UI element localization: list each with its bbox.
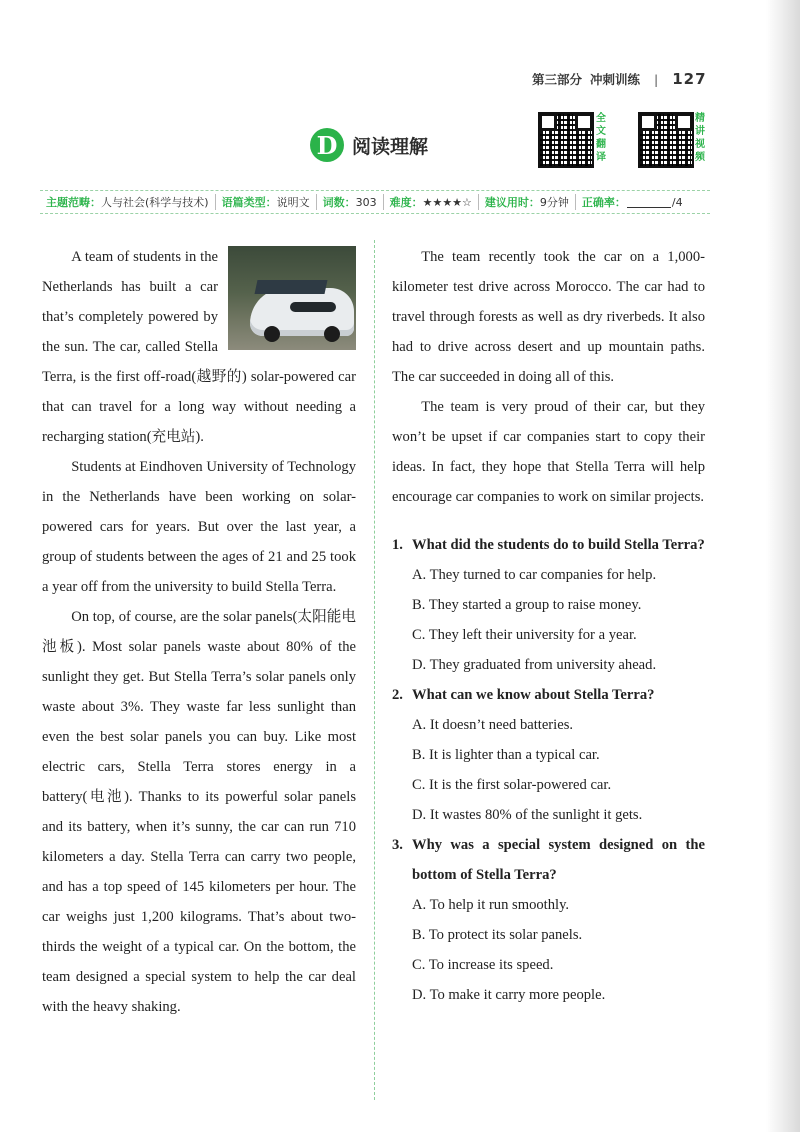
passage-paragraph: The team is very proud of their car, but they won’t be upset if car companies start to copy their ideas. In fact, they hope that Stella Terra will help encourage car companies to work on similar projects.: [392, 399, 705, 505]
info-words-value: 303: [355, 195, 377, 209]
info-genre-key: 语篇类型：: [221, 196, 277, 209]
passage-paragraph: Students at Eindhoven University of Technology in the Netherlands have been working on solar-powered cars for years. But over the last year, a group of students between the ages of 21 and 25 took a year off from the university to build Stella Terra.: [42, 459, 356, 595]
answer-option[interactable]: A. They turned to car companies for help.: [412, 567, 657, 583]
answer-option[interactable]: B. It is lighter than a typical car.: [412, 747, 600, 763]
answer-option[interactable]: D. To make it carry more people.: [412, 987, 606, 1003]
passage-paragraph: A team of students in the Netherlands has built a car that’s completely powered by the sun. The car, called Stella Terra, is the first off-road(越野的) solar-powered car that can travel for a long way without needing a recharging station(充电站).: [42, 249, 356, 445]
question-1: [392, 530, 705, 680]
info-time-key: 建议用时：: [484, 196, 540, 209]
qr-code-video[interactable]: [638, 112, 694, 168]
solar-car-photo: [228, 246, 356, 350]
accuracy-blank[interactable]: [627, 197, 671, 208]
header-section: 第三部分: [532, 72, 583, 87]
info-time-value: 9分钟: [539, 196, 569, 209]
exercise-info-bar: [40, 190, 710, 214]
question-stem: [392, 680, 705, 710]
info-difficulty-key: 难度：: [389, 196, 423, 209]
info-genre-value: 说明文: [276, 196, 310, 209]
car-wheel: [324, 326, 340, 342]
qr-code-translation[interactable]: [538, 112, 594, 168]
passage-paragraph: The team recently took the car on a 1,000-kilometer test drive across Morocco. The car had to travel through forests as well as dry riverbeds. It also had to drive across desert and up mountain paths. The car succeeded in doing all of this.: [392, 249, 705, 385]
answer-option[interactable]: B. They started a group to raise money.: [412, 597, 642, 613]
question-number: 2.: [392, 687, 403, 703]
answer-option[interactable]: A. It doesn’t need batteries.: [412, 717, 574, 733]
section-letter-badge: D: [310, 128, 344, 162]
section-title: [310, 128, 428, 162]
info-accuracy: [575, 194, 689, 210]
info-accuracy-key: 正确率：: [581, 196, 626, 209]
question-3: [392, 830, 705, 1010]
question-2: [392, 680, 705, 830]
answer-option[interactable]: D. It wastes 80% of the sunlight it gets.: [412, 807, 643, 823]
question-text: What did the students do to build Stella Terra?: [412, 537, 705, 553]
qr-label-video: 精讲视频: [695, 113, 705, 163]
page-edge-shadow: [766, 0, 800, 1132]
info-theme-value: 人与社会(科学与技术): [101, 196, 209, 209]
info-time: [478, 194, 575, 210]
info-theme-key: 主题范畴：: [46, 196, 101, 209]
qr-label-translation: 全文翻译: [596, 113, 606, 163]
info-difficulty-stars: ★★★★☆: [422, 195, 472, 209]
running-header: [532, 70, 707, 88]
answer-option[interactable]: C. They left their university for a year.: [412, 627, 637, 643]
passage-column-right: [392, 242, 705, 1010]
car-wheel: [264, 326, 280, 342]
info-accuracy-total: /4: [671, 195, 683, 209]
section-title-text: 阅读理解: [352, 135, 429, 158]
info-difficulty: [383, 194, 478, 210]
info-words-key: 词数：: [322, 196, 356, 209]
info-theme: [40, 194, 215, 210]
answer-option[interactable]: C. It is the first solar-powered car.: [412, 777, 612, 793]
question-text: Why was a special system designed on the bottom of Stella Terra?: [412, 837, 705, 883]
page-number: 127: [672, 70, 707, 88]
question-stem: [392, 830, 705, 890]
question-number: 3.: [392, 837, 403, 853]
answer-option[interactable]: C. To increase its speed.: [412, 957, 554, 973]
passage-column-left: [42, 242, 356, 1022]
question-number: 1.: [392, 537, 403, 553]
question-stem: [392, 530, 705, 560]
answer-option[interactable]: A. To help it run smoothly.: [412, 897, 570, 913]
question-text: What can we know about Stella Terra?: [412, 687, 655, 703]
answer-option[interactable]: B. To protect its solar panels.: [412, 927, 583, 943]
column-divider: [374, 240, 375, 1100]
header-subsection: 冲刺训练: [590, 72, 641, 87]
answer-option[interactable]: D. They graduated from university ahead.: [412, 657, 657, 673]
passage-paragraph: On top, of course, are the solar panels(太阳能电池板). Most solar panels waste about 80% of the sunlight they get. But Stella Terra’s solar panels only waste about 3%. They waste far less sunlight than even the best solar panels you can buy. Like most electric cars, Stella Terra stores energy in a battery(电池). Thanks to its powerful solar panels and its battery, when it’s sunny, the car can run 710 kilometers a day. Stella Terra can carry two people, and has a top speed of 145 kilometers per hour. The car weighs just 1,200 kilograms. That’s about two-thirds the weight of a typical car. On the bottom, the team designed a special system to help the car deal with the heavy shaking.: [42, 609, 356, 1015]
header-separator: |: [654, 71, 659, 87]
info-genre: [215, 194, 316, 210]
info-words: [316, 194, 383, 210]
